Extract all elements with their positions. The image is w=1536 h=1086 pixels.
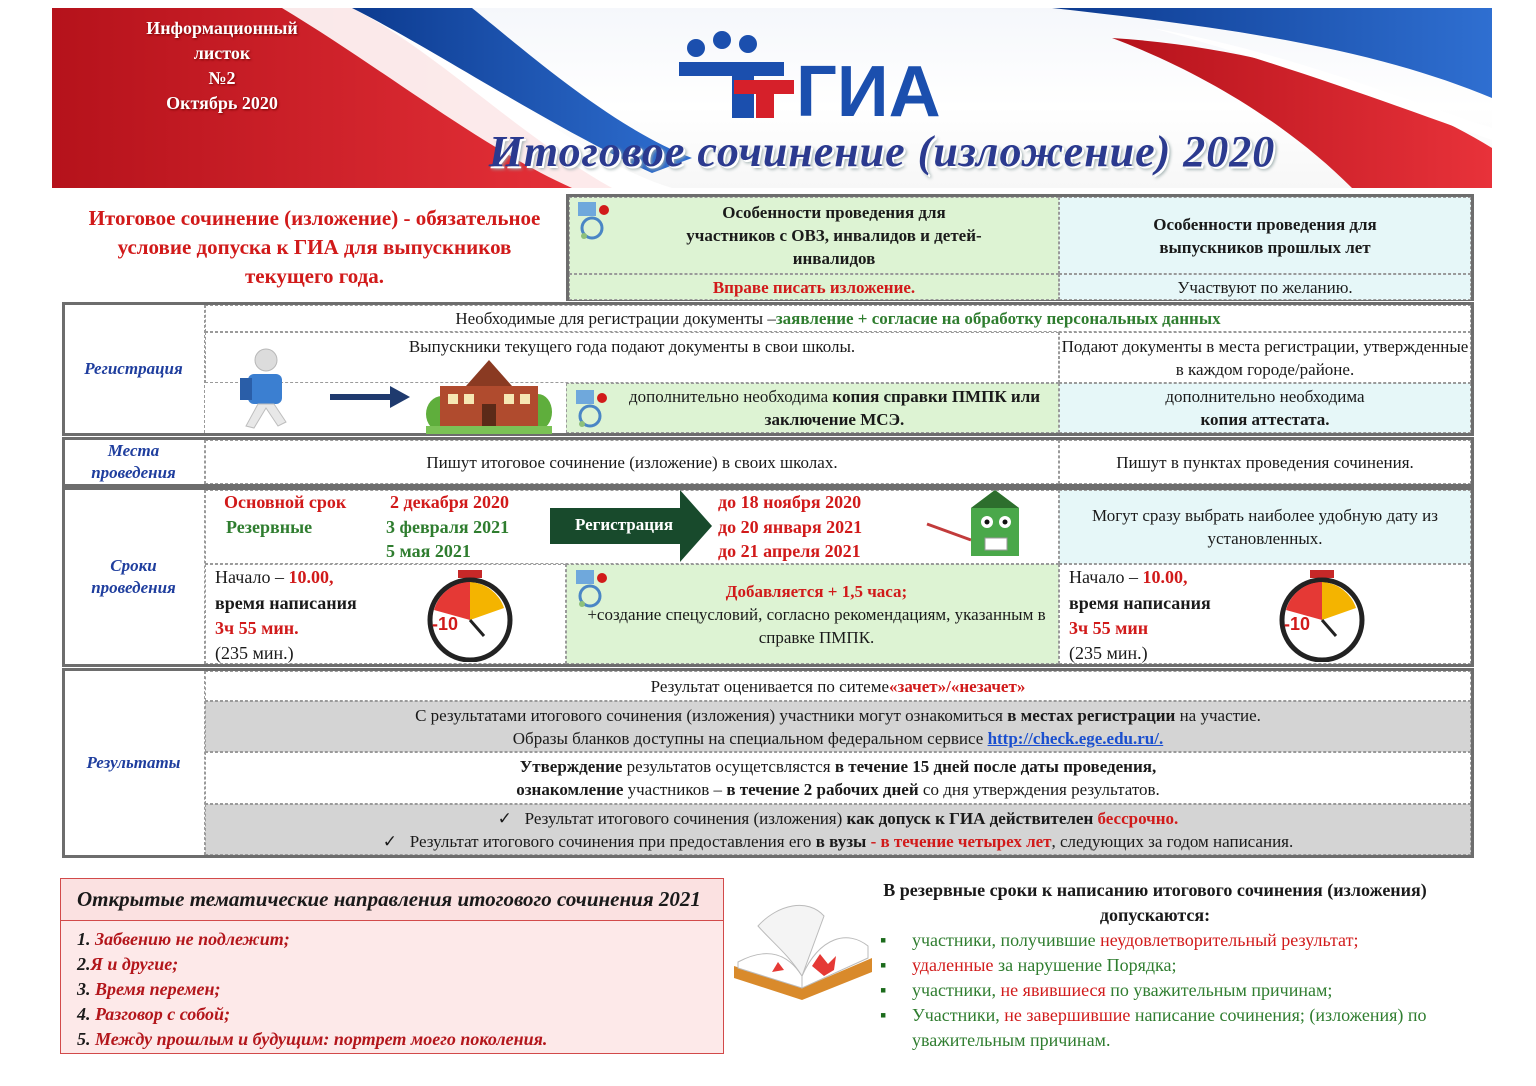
check-mark-icon: ✓ [382, 831, 410, 851]
topic-number: 3. [77, 979, 91, 999]
results-label [63, 671, 205, 855]
registration-deadline-3: до 21 апреля 2021 [718, 541, 861, 561]
university-red: - в течение четырех лет [870, 831, 1052, 851]
reserve-highlight: удаленные [912, 955, 994, 975]
topic-text: Между прошлым и будущим: портрет моего поколения. [95, 1029, 548, 1049]
results-system-cell [205, 671, 1471, 701]
approval-period: в течение 15 дней после даты проведения, [834, 757, 1157, 776]
results-access-cell [205, 701, 1471, 752]
validity-prefix: Результат итогового сочинения (изложения) [524, 808, 847, 828]
ovz-extra-prefix: дополнительно необходима [628, 387, 833, 406]
results-validity-line [498, 807, 1179, 830]
results-access-prefix: С результатами итогового сочинения (изложения) участники могут ознакомиться [415, 705, 1008, 725]
places-label [63, 440, 205, 484]
reserve-highlight: не завершившие [1004, 1005, 1131, 1025]
ovz-extra-bold: копия справки ПМПК или заключение МСЭ. [764, 387, 1041, 429]
university-suffix: , следующих за годом написания. [1051, 831, 1294, 851]
bullet-icon: ▪ [880, 930, 887, 950]
results-university-line [383, 830, 1293, 853]
list-item [77, 1002, 723, 1027]
registration-arrow-label: Регистрация [574, 515, 674, 534]
main-term-label: Основной срок [224, 492, 347, 512]
reserve-title: В резервные сроки к написанию итогового сочинения (изложения) допускаются: [883, 880, 1427, 925]
past-heading: Особенности проведения для выпускников прошлых лет [1153, 214, 1377, 257]
list-item [77, 927, 723, 952]
docs-cell [205, 305, 1471, 332]
runner-illustration [228, 348, 308, 432]
acquaint-period: в течение 2 рабочих дней [726, 780, 919, 799]
current-grads-cell [205, 332, 1059, 383]
list-item [880, 978, 1480, 1003]
gia-logo [674, 30, 974, 125]
ovz-timing-cell [566, 564, 1059, 664]
ovz-extra-cell [566, 383, 1059, 433]
past-choice-text: Могут сразу выбрать наиболее удобную дату из установленных. [1092, 506, 1438, 548]
topics-box [60, 878, 724, 1054]
disabled-person-icon [574, 200, 614, 242]
registration-label [63, 305, 205, 433]
past-grads-cell [1059, 332, 1471, 383]
past-note: Участвуют по желанию. [1177, 277, 1353, 297]
start-time: 10.00, [288, 567, 334, 587]
ovz-extra-text [611, 385, 1058, 431]
reserve-term-label: Резервные [226, 517, 313, 537]
past-extra-cell [1059, 383, 1471, 433]
school-icon [426, 356, 552, 434]
results-acquaint-line [516, 778, 1160, 801]
disabled-person-icon [572, 388, 612, 430]
duration-value: 3ч 55 мин. [215, 618, 299, 638]
topic-number: 2. [77, 954, 91, 974]
past-extra-prefix: дополнительно необходима [1165, 387, 1365, 406]
results-validity-cell [205, 804, 1471, 855]
university-bold: в вузы [815, 831, 867, 851]
arrow-right-icon [330, 386, 410, 408]
places-past-cell [1059, 440, 1471, 484]
timer-label: -10 [1284, 614, 1311, 634]
info-sheet-line: листок [193, 43, 251, 63]
results-label-text: Результаты [86, 753, 181, 772]
acquaint-suffix: со дня утверждения результатов. [918, 780, 1160, 799]
dates-label-text: Сроки проведения [91, 556, 176, 597]
ovz-note: Вправе писать изложение. [712, 277, 916, 297]
reserve-text-end: написание сочинения; (изложения) по уважительным причинам. [912, 1005, 1427, 1050]
results-system-prefix: Результат оценивается по ситеме [650, 676, 889, 696]
results-approval-line [520, 755, 1156, 778]
current-grads-text: Выпускники текущего года подают документы в свои школы. [408, 337, 856, 356]
open-book-icon [728, 896, 878, 1000]
reserve-text: участники, получившие [912, 930, 1101, 950]
past-heading-cell [1059, 197, 1471, 274]
university-prefix: Результат итогового сочинения при предоставления его [409, 831, 816, 851]
results-access-suffix: на участие. [1175, 705, 1261, 725]
info-sheet-line: Октябрь 2020 [166, 93, 278, 113]
docs-highlight: заявление + согласие на обработку персональных данных [775, 309, 1221, 328]
approval-bold: Утверждение [519, 757, 623, 776]
past-start-time-line [1069, 567, 1187, 588]
past-note-cell [1059, 274, 1471, 300]
topic-text: Забвению не подлежит; [95, 929, 290, 949]
docs-prefix: Необходимые для регистрации документы – [455, 309, 776, 328]
ovz-heading: Особенности проведения для участников с ОВЗ, инвалидов и детей-инвалидов [686, 203, 982, 268]
registration-deadline-2: до 20 января 2021 [718, 517, 863, 537]
past-start-time: 10.00, [1142, 567, 1188, 587]
page-title: Итоговое сочинение (изложение) 2020 [488, 127, 1276, 176]
approval-mid: результатов осущетсвлястся [622, 757, 835, 776]
acquaint-bold: ознакомление [516, 780, 624, 799]
dates-label [63, 490, 205, 664]
duration-minutes: (235 мин.) [215, 643, 294, 663]
reserve-highlight: не явившиеся [1000, 980, 1106, 1000]
acquaint-mid: участников – [623, 780, 727, 799]
results-forms-prefix: Образы бланков доступны на специальном федеральном сервисе [512, 728, 988, 748]
main-term-date: 2 декабря 2020 [390, 492, 509, 512]
topic-number: 4. [77, 1004, 91, 1024]
past-extra-bold: копия аттестата. [1200, 410, 1330, 429]
logo-text: ГИА [796, 52, 941, 125]
validity-red: бессрочно. [1097, 808, 1179, 828]
list-item [77, 977, 723, 1002]
past-duration-label: время написания [1069, 593, 1211, 613]
reserve-text-end: по уважительным причинам; [1105, 980, 1333, 1000]
results-forms-line [513, 727, 1163, 750]
topic-number: 5. [77, 1029, 91, 1049]
reserve-highlight: неудовлетворительный результат; [1100, 930, 1359, 950]
topics-heading: Открытые тематические направления итогового сочинения 2021 [61, 879, 723, 921]
places-past-text: Пишут в пунктах проведения сочинения. [1116, 452, 1414, 472]
topic-number: 1. [77, 929, 91, 949]
list-item [77, 952, 723, 977]
info-sheet-label [122, 16, 322, 116]
timer-clock-icon [1276, 570, 1368, 662]
timer-clock-icon [424, 570, 516, 662]
mandatory-text: Итоговое сочинение (изложение) - обязательное условие допуска к ГИА для выпускников текущего года. [88, 205, 541, 288]
bullet-icon: ▪ [880, 955, 887, 975]
disabled-person-icon [572, 568, 612, 610]
past-duration-value: 3ч 55 мин [1069, 618, 1149, 638]
reserve-date-2: 5 мая 2021 [386, 541, 471, 561]
places-label-text: Места проведения [91, 441, 176, 482]
check-ege-link[interactable]: http://check.ege.edu.ru/. [987, 728, 1164, 748]
bullet-icon: ▪ [880, 1005, 887, 1025]
ovz-heading-cell [569, 197, 1059, 274]
ovz-note-cell [569, 274, 1059, 300]
past-duration-minutes: (235 мин.) [1069, 643, 1148, 663]
reserve-list [880, 928, 1480, 1053]
topics-list [61, 921, 723, 1052]
ovz-conditions: +создание спецусловий, согласно рекомендациям, указанным в справке ПМПК. [587, 604, 1046, 647]
header-banner [52, 8, 1492, 188]
reserve-text: Участники, [912, 1005, 1005, 1025]
timer-label: -10 [432, 614, 459, 634]
topic-text: Разговор с собой; [95, 1004, 231, 1024]
results-access-line [415, 704, 1261, 727]
bullet-icon: ▪ [880, 980, 887, 1000]
pencil-character-icon [925, 488, 1035, 564]
list-item [880, 928, 1480, 953]
past-grads-text: Подают документы в места регистрации, утвержденные в каждом городе/районе. [1061, 336, 1469, 379]
results-access-bold: в местах регистрации [1007, 705, 1176, 725]
registration-deadline-1: до 18 ноября 2020 [718, 492, 862, 512]
info-sheet-line: Информационный [146, 18, 298, 38]
results-system-values: «зачет»/«незачет» [889, 676, 1026, 696]
places-schools-text: Пишут итоговое сочинение (изложение) в своих школах. [426, 452, 838, 472]
topic-text: Я и другие; [90, 954, 179, 974]
start-prefix: Начало – [215, 567, 289, 587]
duration-label: время написания [215, 593, 357, 613]
past-choice-cell [1059, 490, 1471, 564]
places-schools-cell [205, 440, 1059, 484]
validity-bold: как допуск к ГИА действителен [846, 808, 1094, 828]
list-item [77, 1027, 723, 1052]
past-start-prefix: Начало – [1069, 567, 1143, 587]
check-mark-icon: ✓ [497, 808, 525, 828]
reserve-text: участники, [912, 980, 1001, 1000]
topic-text: Время перемен; [95, 979, 221, 999]
reserve-text-end: за нарушение Порядка; [993, 955, 1177, 975]
list-item [880, 1003, 1440, 1053]
start-time-line [215, 567, 333, 588]
mandatory-condition [63, 194, 566, 300]
list-item [880, 953, 1480, 978]
reserve-date-1: 3 февраля 2021 [386, 517, 510, 537]
results-approval-cell [205, 752, 1471, 804]
registration-label-text: Регистрация [84, 359, 183, 378]
ovz-added-time: Добавляется + 1,5 часа; [725, 581, 908, 601]
info-sheet-line: №2 [208, 68, 236, 88]
